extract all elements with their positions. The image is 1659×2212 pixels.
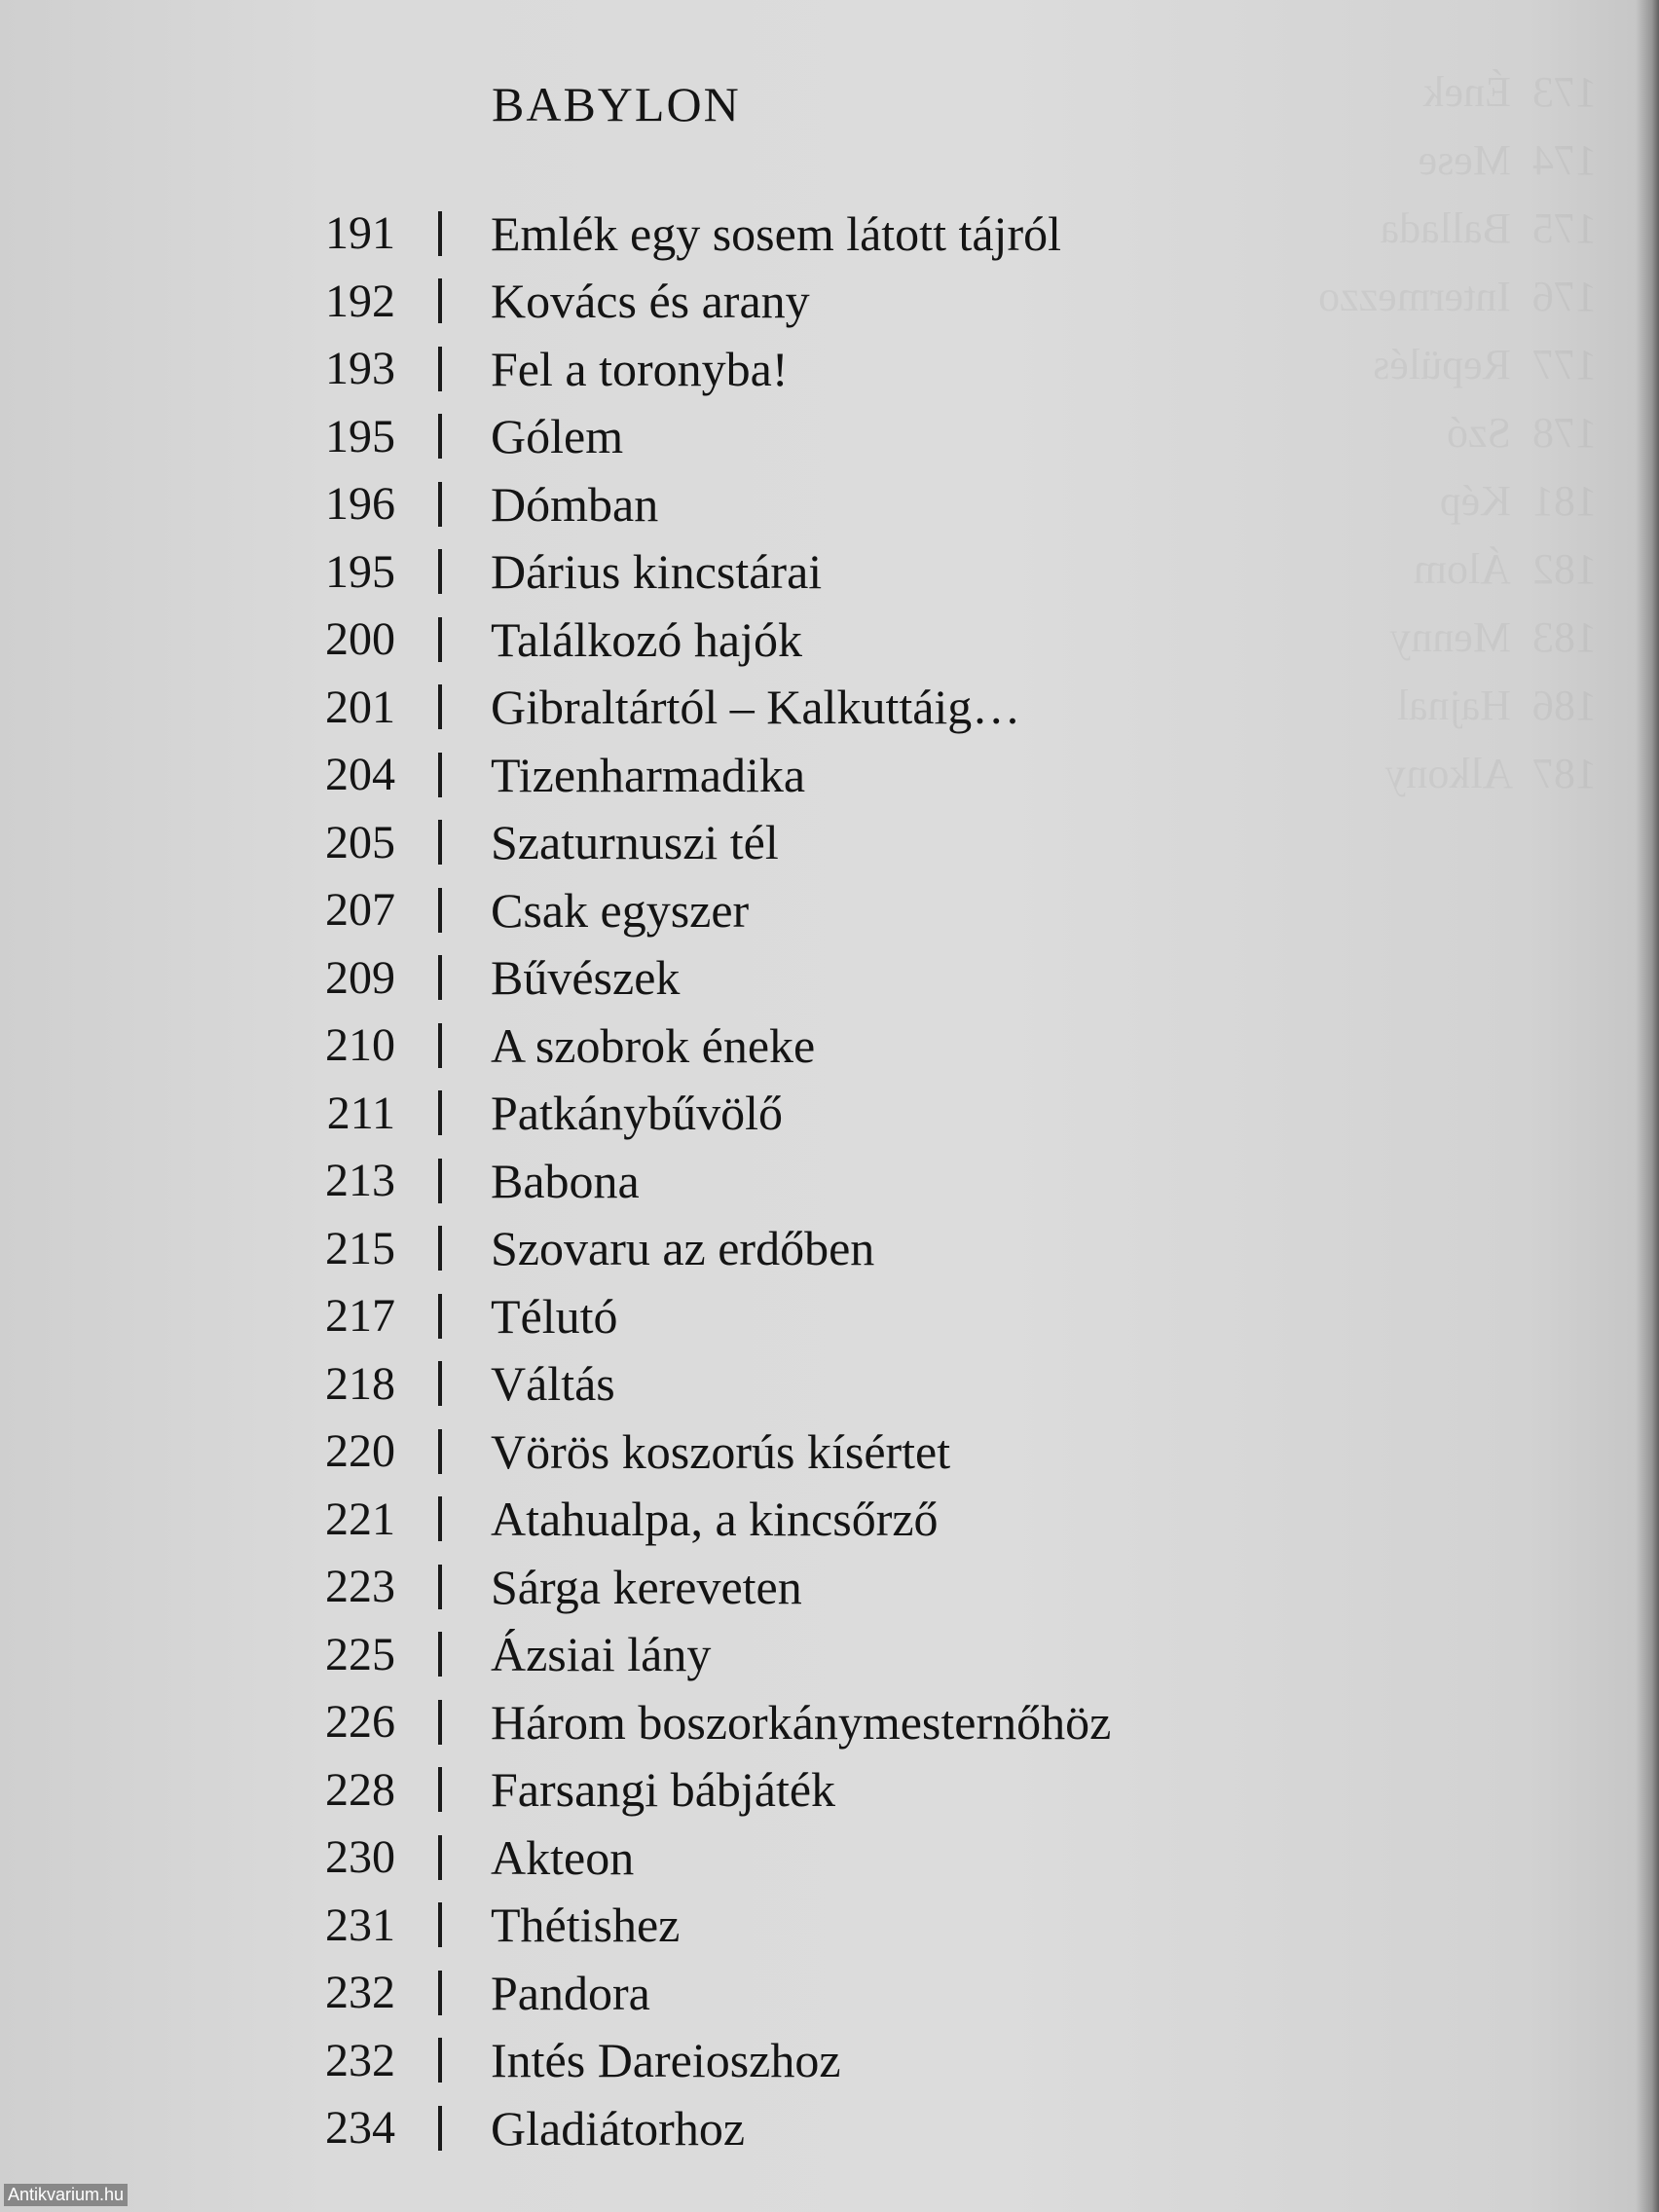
toc-entry xyxy=(292,741,1363,809)
toc-page-number: 191 xyxy=(325,207,395,260)
toc-page-number: 217 xyxy=(325,1290,395,1343)
toc-page-number: 211 xyxy=(326,1087,395,1139)
table-of-contents xyxy=(292,200,1363,2162)
toc-entry-title: Fel a toronyba! xyxy=(491,341,789,396)
toc-entry-title: Vörös koszorús kísértet xyxy=(491,1423,951,1479)
toc-page-number: 221 xyxy=(325,1493,395,1545)
watermark: Antikvarium.hu xyxy=(4,2184,128,2206)
toc-entry-title: Találkozó hajók xyxy=(491,611,802,667)
toc-entry xyxy=(292,1959,1363,2027)
toc-separator xyxy=(438,888,442,933)
toc-entry-title: Bűvészek xyxy=(491,950,681,1006)
toc-separator xyxy=(438,1565,442,1609)
toc-separator xyxy=(438,414,442,459)
toc-entry-title: A szobrok éneke xyxy=(491,1017,816,1073)
toc-page-number: 196 xyxy=(325,478,395,531)
toc-page-number: 209 xyxy=(325,951,395,1004)
toc-entry xyxy=(292,674,1363,742)
toc-page-number: 200 xyxy=(325,613,395,666)
toc-entry-title: Gibraltártól – Kalkuttáig… xyxy=(491,680,1021,735)
page-edge-shadow xyxy=(1636,0,1659,2212)
toc-separator xyxy=(438,955,442,1000)
toc-separator xyxy=(438,1632,442,1677)
toc-separator xyxy=(438,549,442,594)
toc-entry xyxy=(292,1147,1363,1215)
toc-page-number: 204 xyxy=(325,749,395,801)
toc-separator xyxy=(438,1294,442,1339)
toc-entry-title: Babona xyxy=(491,1153,640,1208)
toc-entry xyxy=(292,944,1363,1013)
toc-page-number: 195 xyxy=(325,545,395,598)
toc-separator xyxy=(438,1496,442,1541)
toc-entry xyxy=(292,200,1363,268)
section-title: BABYLON xyxy=(492,77,741,131)
toc-separator xyxy=(438,278,442,323)
toc-entry xyxy=(292,2027,1363,2095)
toc-entry xyxy=(292,538,1363,607)
toc-page-number: 223 xyxy=(325,1561,395,1613)
toc-page-number: 218 xyxy=(325,1357,395,1410)
toc-page-number: 232 xyxy=(325,2034,395,2086)
toc-entry xyxy=(292,1012,1363,1080)
toc-page-number: 232 xyxy=(325,1967,395,2019)
toc-entry-title: Szaturnuszi tél xyxy=(491,815,779,870)
toc-page-number: 213 xyxy=(325,1155,395,1207)
toc-entry-title: Dárius kincstárai xyxy=(491,544,823,600)
toc-entry-title: Sárga kereveten xyxy=(491,1559,802,1614)
toc-entry-title: Patkánybűvölő xyxy=(491,1086,783,1141)
toc-entry xyxy=(292,470,1363,538)
toc-page-number: 231 xyxy=(325,1899,395,1951)
toc-entry xyxy=(292,1215,1363,1283)
toc-entry-title: Dómban xyxy=(491,476,659,532)
toc-entry-title: Emlék egy sosem látott tájról xyxy=(491,205,1061,261)
toc-entry-title: Akteon xyxy=(491,1829,635,1885)
toc-page-number: 210 xyxy=(325,1019,395,1072)
toc-separator xyxy=(438,347,442,391)
toc-separator xyxy=(438,1226,442,1271)
toc-entry xyxy=(292,1486,1363,1554)
toc-entry xyxy=(292,1553,1363,1621)
toc-entry-title: Gladiátorhoz xyxy=(491,2100,746,2156)
toc-entry xyxy=(292,335,1363,403)
toc-separator xyxy=(438,2038,442,2083)
toc-entry-title: Csak egyszer xyxy=(491,882,750,938)
toc-entry-title: Ázsiai lány xyxy=(491,1627,712,1682)
toc-page-number: 228 xyxy=(325,1763,395,1816)
toc-separator xyxy=(438,1159,442,1203)
toc-separator xyxy=(438,1902,442,1947)
toc-page-number: 215 xyxy=(325,1222,395,1274)
toc-entry-title: Atahualpa, a kincsőrző xyxy=(491,1492,939,1547)
toc-separator xyxy=(438,684,442,729)
toc-page-number: 195 xyxy=(325,410,395,462)
toc-separator xyxy=(438,617,442,662)
toc-separator xyxy=(438,1090,442,1135)
toc-separator xyxy=(438,211,442,256)
toc-entry xyxy=(292,1688,1363,1756)
toc-page-number: 207 xyxy=(325,884,395,937)
toc-entry xyxy=(292,268,1363,336)
toc-separator xyxy=(438,1429,442,1474)
toc-entry xyxy=(292,1824,1363,1892)
toc-separator xyxy=(438,1361,442,1406)
toc-page-number: 201 xyxy=(325,681,395,733)
toc-page-number: 192 xyxy=(325,275,395,327)
toc-separator xyxy=(438,482,442,527)
toc-entry-title: Farsangi bábjáték xyxy=(491,1762,836,1818)
toc-entry xyxy=(292,606,1363,674)
toc-separator xyxy=(438,753,442,797)
toc-separator xyxy=(438,1700,442,1745)
toc-entry xyxy=(292,1892,1363,1960)
toc-separator xyxy=(438,1023,442,1068)
toc-entry-title: Pandora xyxy=(491,1965,650,2020)
toc-entry xyxy=(292,1418,1363,1486)
toc-entry xyxy=(292,1350,1363,1419)
toc-separator xyxy=(438,820,442,865)
toc-entry-title: Három boszorkánymesternőhöz xyxy=(491,1694,1112,1750)
toc-separator xyxy=(438,1767,442,1812)
toc-page-number: 205 xyxy=(325,816,395,868)
toc-entry-title: Thétishez xyxy=(491,1898,681,1953)
toc-entry xyxy=(292,2094,1363,2162)
toc-entry xyxy=(292,876,1363,944)
toc-entry xyxy=(292,1080,1363,1148)
toc-separator xyxy=(438,1971,442,2015)
toc-page-number: 225 xyxy=(325,1628,395,1680)
toc-page-number: 220 xyxy=(325,1425,395,1478)
toc-entry-title: Télutó xyxy=(491,1288,618,1344)
toc-entry xyxy=(292,403,1363,471)
toc-page-number: 230 xyxy=(325,1831,395,1884)
toc-entry xyxy=(292,809,1363,877)
toc-entry-title: Szovaru az erdőben xyxy=(491,1221,875,1276)
toc-separator xyxy=(438,1835,442,1880)
toc-page-number: 234 xyxy=(325,2102,395,2155)
toc-page-number: 226 xyxy=(325,1696,395,1749)
toc-page-number: 193 xyxy=(325,343,395,395)
toc-separator xyxy=(438,2106,442,2151)
toc-entry xyxy=(292,1621,1363,1689)
toc-entry-title: Intés Dareioszhoz xyxy=(491,2033,841,2088)
toc-entry xyxy=(292,1756,1363,1825)
toc-entry-title: Gólem xyxy=(491,409,624,464)
toc-entry-title: Váltás xyxy=(491,1356,615,1412)
toc-entry xyxy=(292,1282,1363,1350)
toc-entry-title: Tizenharmadika xyxy=(491,747,806,802)
toc-entry-title: Kovács és arany xyxy=(491,274,810,329)
